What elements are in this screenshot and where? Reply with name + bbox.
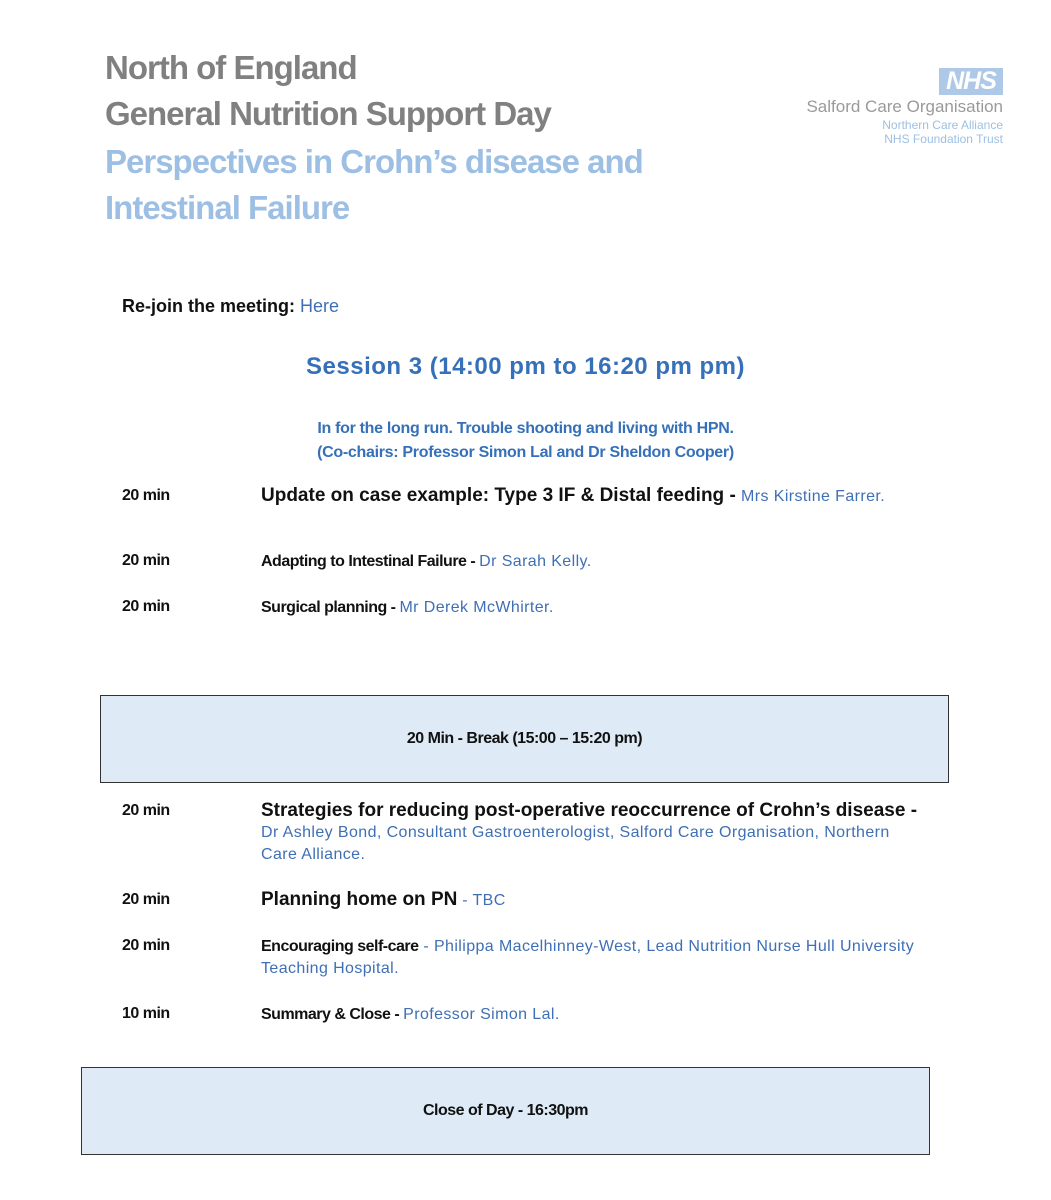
agenda-item-speaker: - Philippa Macelhinney-West, Lead Nutrition Nurse Hull University Teaching Hospital. (261, 938, 915, 977)
item-time: 10 min (122, 1005, 170, 1022)
event-title-line2: General Nutrition Support Day (105, 95, 551, 132)
item-time: 20 min (122, 802, 170, 819)
logo-line1: Northern Care Alliance (882, 118, 1003, 132)
rejoin-label: Re-join the meeting: (122, 296, 296, 316)
agenda-item-title: Strategies for reducing post-operative reoccurrence of Crohn’s disease - (261, 800, 918, 821)
item-time: 20 min (122, 937, 170, 954)
agenda-item-speaker: Professor Simon Lal. (403, 1006, 560, 1023)
rejoin-link[interactable]: Here (300, 296, 340, 316)
agenda-item-title: Planning home on PN (261, 889, 458, 910)
item-time: 20 min (122, 487, 170, 504)
nhs-logo (787, 66, 1005, 148)
rejoin-line (122, 296, 339, 317)
agenda-item-speaker: Dr Sarah Kelly. (479, 553, 592, 570)
event-subtitle-line1: Perspectives in Crohn’s disease and (105, 143, 643, 180)
break-box (100, 695, 949, 783)
event-title-line1: North of England (105, 49, 357, 86)
agenda-item-title: Update on case example: Type 3 IF & Distal feeding - (261, 485, 742, 506)
agenda-item-title: Adapting to Intestinal Failure - (261, 553, 480, 570)
close-box (81, 1067, 930, 1155)
agenda-item-title: Encouraging self-care (261, 938, 419, 955)
agenda-item-title: Surgical planning - (261, 599, 400, 616)
session-theme: In for the long run. Trouble shooting and living with HPN. (317, 420, 734, 437)
session-title: Session 3 (14:00 pm to 16:20 pm pm) (306, 353, 745, 380)
agenda-item-speaker: Mr Derek McWhirter. (399, 599, 554, 616)
agenda-item-speaker: Dr Ashley Bond, Consultant Gastroenterologist, Salford Care Organisation, Northern Care Alliance. (261, 824, 890, 863)
break-label: 20 Min - Break (15:00 – 15:20 pm) (406, 730, 643, 747)
agenda-item (261, 936, 921, 980)
logo-organisation: Salford Care Organisation (806, 97, 1003, 116)
agenda-item-speaker: - TBC (457, 892, 506, 909)
item-time: 20 min (122, 598, 170, 615)
agenda-item (261, 799, 921, 866)
agenda-item (261, 484, 921, 508)
agenda-item-speaker: Mrs Kirstine Farrer. (741, 488, 886, 505)
nhs-badge: NHS (939, 68, 1003, 95)
agenda-item (261, 888, 921, 912)
agenda-item (261, 1004, 921, 1026)
agenda-item-title: Summary & Close - (261, 1006, 404, 1023)
item-time: 20 min (122, 552, 170, 569)
session-chairs: (Co-chairs: Professor Simon Lal and Dr Sheldon Cooper) (317, 444, 734, 461)
logo-line2: NHS Foundation Trust (884, 132, 1003, 146)
event-subtitle-line2: Intestinal Failure (105, 189, 350, 226)
agenda-item (261, 597, 921, 619)
agenda-item (261, 551, 921, 573)
close-label: Close of Day - 16:30pm (422, 1102, 589, 1119)
item-time: 20 min (122, 891, 170, 908)
